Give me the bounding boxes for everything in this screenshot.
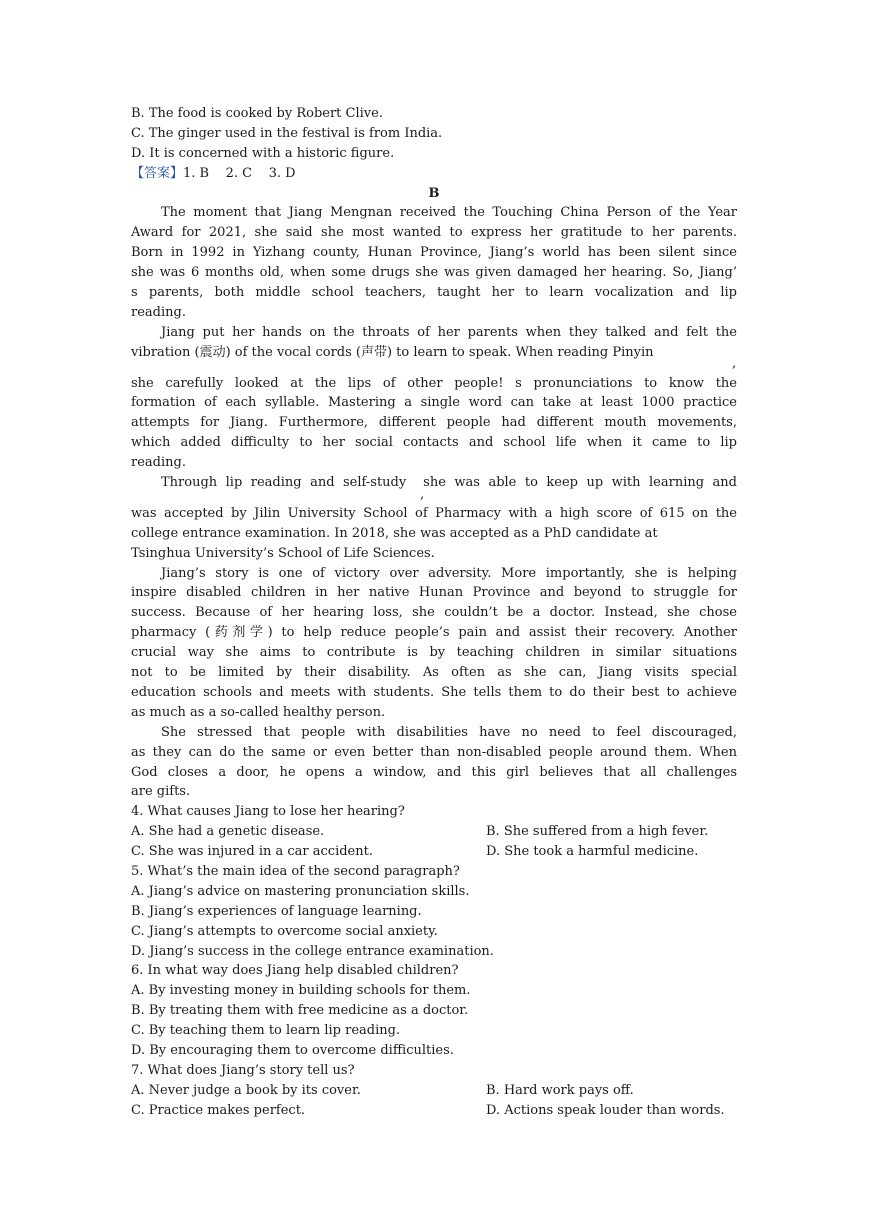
question-4-options-row2 (131, 842, 737, 862)
passage-line: success. Because of her hearing loss, she couldn’t be a doctor. Instead, she chose (131, 605, 737, 621)
passage-line: she was 6 months old, when some drugs she was given damaged her hearing. So, Jiang’ (131, 265, 737, 281)
question-7-options-row1 (131, 1081, 737, 1101)
passage-line: inspire disabled children in her native Hunan Province and beyond to struggle for (131, 585, 737, 601)
question-4-stem: 4. What causes Jiang to lose her hearing? (131, 804, 405, 820)
passage-line: Jiang’s story is one of victory over adversity. More importantly, she is helping (161, 565, 737, 581)
passage-line: was accepted by Jilin University School of Pharmacy with a high score of 615 on the (131, 505, 737, 521)
prev-option-b: B. The food is cooked by Robert Clive. (131, 106, 383, 121)
passage-line: reading. (131, 455, 186, 471)
option-c: C. By teaching them to learn lip reading. (131, 1023, 401, 1039)
prev-option-c: C. The ginger used in the festival is from India. (131, 125, 443, 141)
answer-tag: 【答案】 (131, 165, 184, 181)
option-a: A. She had a genetic disease. (131, 824, 325, 840)
section-label: B (428, 185, 440, 201)
prev-option-d: D. It is concerned with a historic figure. (131, 145, 395, 161)
passage-line: Tsinghua University’s School of Life Sciences. (131, 545, 435, 561)
document-page (131, 104, 737, 1121)
option-d: D. Actions speak louder than words. (486, 1102, 725, 1118)
question-7-options-row2 (131, 1101, 737, 1121)
option-a: A. By investing money in building schools for them. (131, 983, 471, 999)
passage-line: pharmacy (药剂学) to help reduce people’s pain and assist their recovery. Another (131, 625, 737, 641)
passage-line: Jiang put her hands on the throats of her parents when they talked and felt the (161, 324, 737, 340)
passage-line: Through lip reading and self-study she was able to keep up with learning and (161, 475, 737, 491)
option-a: A. Jiang’s advice on mastering pronunciation skills. (131, 883, 470, 899)
question-6-stem: 6. In what way does Jiang help disabled children? (131, 963, 459, 979)
question-4-options-row1 (131, 822, 737, 842)
stray-comma-mark: , (732, 356, 737, 371)
passage-line: as they can do the same or even better than non-disabled people around them. When (131, 744, 737, 760)
passage-line: as much as a so-called healthy person. (131, 704, 386, 720)
passage-line: are gifts. (131, 784, 191, 800)
option-d: D. Jiang’s success in the college entrance examination. (131, 943, 494, 959)
passage-line: Born in 1992 in Yizhang county, Hunan Province, Jiang’s world has been silent since (131, 245, 737, 261)
passage-line: reading. (131, 304, 186, 320)
option-b: B. Hard work pays off. (486, 1082, 634, 1098)
option-b: B. By treating them with free medicine as a doctor. (131, 1003, 469, 1019)
option-c: C. Jiang’s attempts to overcome social anxiety. (131, 923, 438, 939)
option-a: A. Never judge a book by its cover. (131, 1082, 361, 1098)
passage-line: which added difficulty to her social contacts and school life when it came to lip (131, 435, 737, 451)
passage-line: formation of each syllable. Mastering a single word can take at least 1000 practice (131, 395, 737, 411)
passage-line: vibration (震动) of the vocal cords (声带) to learn to speak. When reading Pinyin (131, 344, 654, 360)
answer-line (131, 164, 737, 184)
passage-line: crucial way she aims to contribute is by teaching children in similar situations (131, 645, 737, 661)
option-c: C. Practice makes perfect. (131, 1102, 306, 1118)
question-7-stem: 7. What does Jiang’s story tell us? (131, 1062, 355, 1078)
option-d: D. By encouraging them to overcome difficulties. (131, 1042, 454, 1058)
option-d: D. She took a harmful medicine. (486, 844, 699, 860)
passage-line: She stressed that people with disabilities have no need to feel discouraged, (161, 724, 737, 740)
answer-text: 1. B 2. C 3. D (183, 165, 296, 181)
option-b: B. She suffered from a high fever. (486, 824, 709, 840)
passage-line: The moment that Jiang Mengnan received the Touching China Person of the Year (161, 205, 737, 221)
passage-line: education schools and meets with students. She tells them to do their best to achieve (131, 684, 737, 700)
passage-line: s parents, both middle school teachers, taught her to learn vocalization and lip (131, 285, 737, 301)
passage-line: attempts for Jiang. Furthermore, different people had different mouth movements, (131, 415, 737, 431)
passage-line: Award for 2021, she said she most wanted to express her gratitude to her parents. (131, 225, 737, 241)
passage-line: she carefully looked at the lips of other people! s pronunciations to know the (131, 375, 737, 391)
option-b: B. Jiang’s experiences of language learning. (131, 903, 422, 919)
passage-line: not to be limited by their disability. As often as she can, Jiang visits special (131, 665, 737, 681)
passage-line: God closes a door, he opens a window, and this girl believes that all challenges (131, 764, 737, 780)
question-5-stem: 5. What’s the main idea of the second paragraph? (131, 863, 460, 879)
stray-comma-mark: , (420, 487, 425, 502)
passage-line: college entrance examination. In 2018, she was accepted as a PhD candidate at (131, 525, 658, 541)
option-c: C. She was injured in a car accident. (131, 844, 373, 860)
